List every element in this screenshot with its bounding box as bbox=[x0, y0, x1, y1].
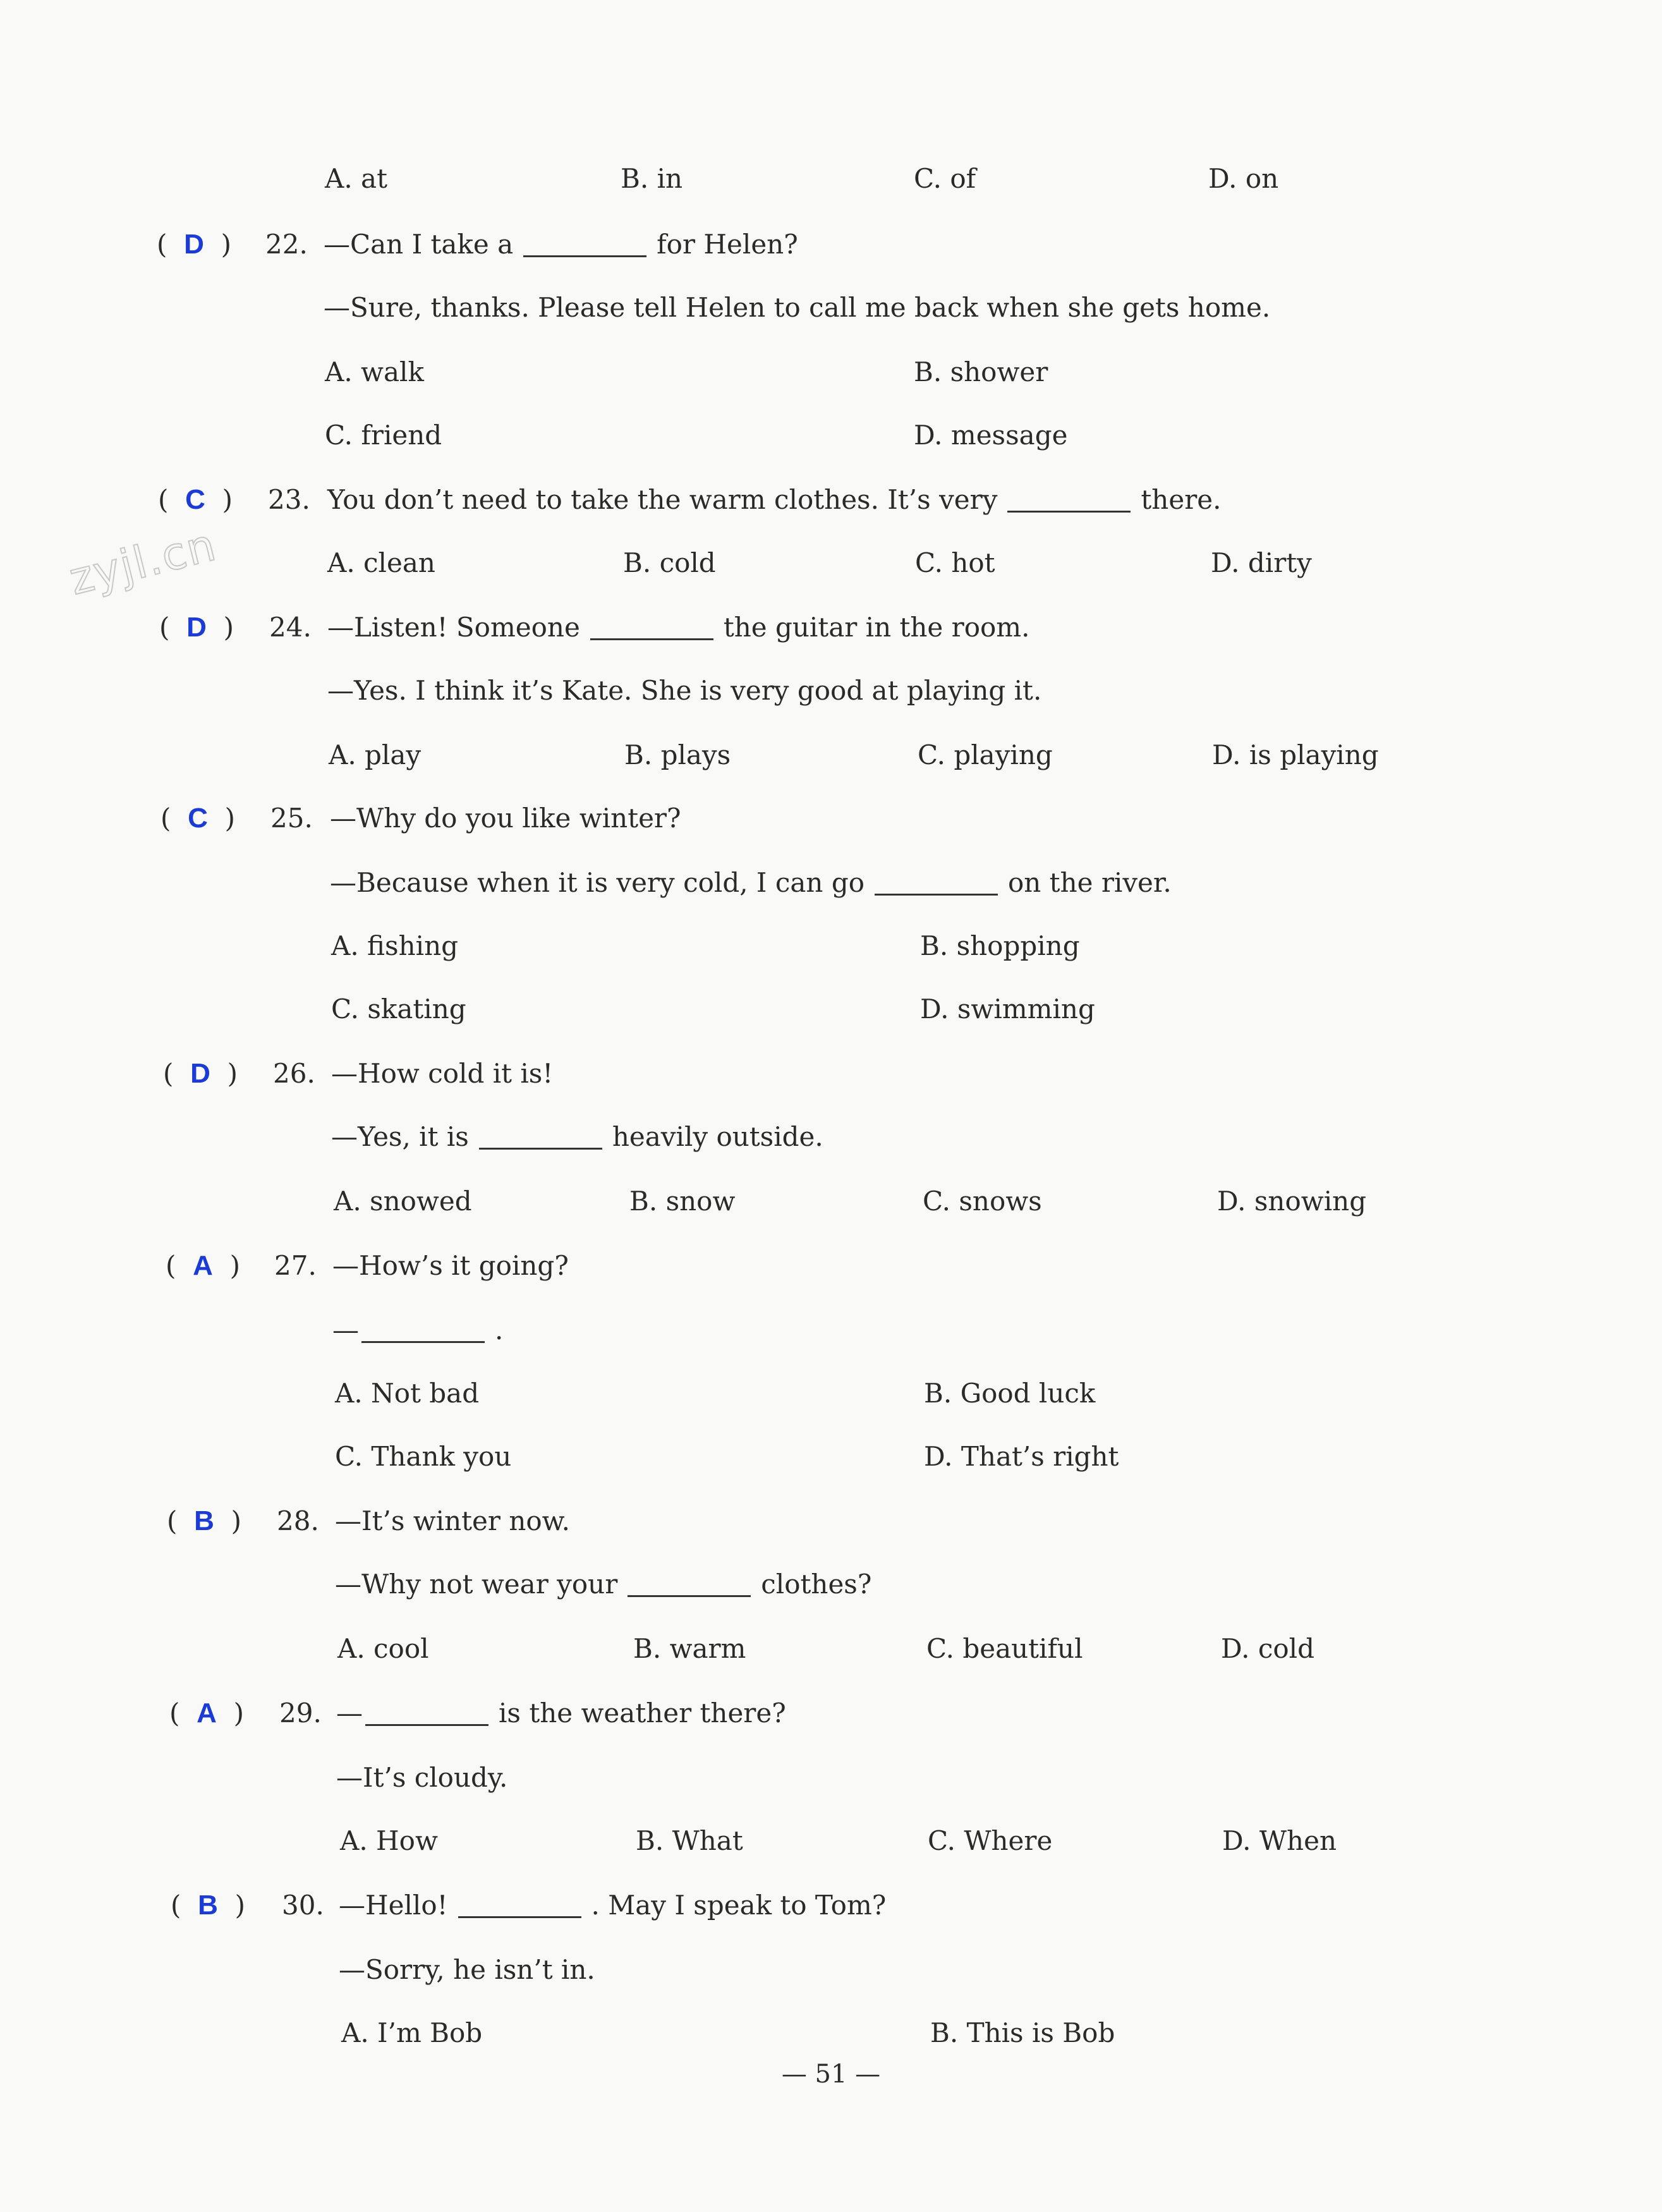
option-c: C. friend bbox=[325, 420, 442, 451]
question-26-reply bbox=[0, 1115, 1662, 1159]
answer-blank bbox=[590, 611, 713, 640]
question-28-stem bbox=[0, 1499, 1662, 1543]
stem-text: —It’s winter now. bbox=[335, 1505, 570, 1536]
question-24-options bbox=[0, 733, 1662, 777]
answer-letter: C bbox=[185, 484, 205, 515]
option-c: C. of bbox=[914, 163, 976, 194]
option-b: B. plays bbox=[624, 739, 731, 770]
option-d: D. is playing bbox=[1212, 739, 1379, 770]
question-27-options-1 bbox=[0, 1371, 1662, 1416]
answer-blank bbox=[365, 1696, 488, 1726]
option-a: A. at bbox=[325, 163, 387, 194]
option-b: B. shower bbox=[914, 356, 1048, 387]
reply-text-after: clothes? bbox=[761, 1569, 872, 1600]
answer-blank bbox=[523, 228, 646, 257]
option-d: D. message bbox=[914, 420, 1068, 451]
stem-text: —How cold it is! bbox=[331, 1058, 554, 1089]
option-b: B. snow bbox=[629, 1186, 736, 1217]
option-c: C. snows bbox=[923, 1186, 1042, 1217]
question-29-reply bbox=[0, 1756, 1662, 1800]
answer-letter: D bbox=[184, 229, 204, 260]
answer-bracket: ( B ) bbox=[171, 1890, 245, 1921]
reply-text-after: heavily outside. bbox=[612, 1121, 823, 1152]
answer-letter: C bbox=[188, 803, 208, 834]
answer-letter: B bbox=[194, 1505, 214, 1536]
option-a: A. clean bbox=[327, 547, 435, 578]
question-30-options bbox=[0, 2011, 1662, 2055]
option-c: C. Where bbox=[928, 1825, 1053, 1856]
answer-bracket: ( C ) bbox=[158, 484, 233, 515]
reply-text: —Because when it is very cold, I can go bbox=[330, 867, 864, 898]
question-number: 28. bbox=[277, 1505, 319, 1536]
reply-text: —Sorry, he isn’t in. bbox=[339, 1954, 595, 1985]
question-24-stem bbox=[0, 605, 1662, 650]
option-c: C. Thank you bbox=[335, 1441, 512, 1472]
option-a: A. snowed bbox=[334, 1186, 472, 1217]
stem-text: —Why do you like winter? bbox=[330, 803, 681, 834]
stem-text: —How’s it going? bbox=[332, 1250, 569, 1281]
option-a: A. cool bbox=[337, 1633, 429, 1664]
question-24-reply bbox=[0, 669, 1662, 713]
reply-dash: — bbox=[332, 1315, 359, 1346]
option-c: C. hot bbox=[915, 547, 995, 578]
option-d: D. cold bbox=[1221, 1633, 1315, 1664]
option-a: A. fishing bbox=[331, 930, 459, 961]
answer-blank bbox=[875, 866, 998, 896]
question-number: 24. bbox=[269, 612, 312, 643]
question-number: 26. bbox=[273, 1058, 315, 1089]
option-a: A. play bbox=[329, 739, 422, 770]
answer-bracket: ( B ) bbox=[167, 1505, 241, 1536]
option-c: C. beautiful bbox=[926, 1633, 1083, 1664]
option-a: A. Not bad bbox=[335, 1378, 480, 1409]
question-30-stem bbox=[0, 1883, 1662, 1928]
answer-blank bbox=[1007, 483, 1131, 513]
option-d: D. That’s right bbox=[924, 1441, 1119, 1472]
reply-text: —It’s cloudy. bbox=[336, 1762, 508, 1793]
reply-text: —Why not wear your bbox=[335, 1569, 618, 1600]
reply-period: . bbox=[495, 1315, 504, 1346]
question-22-options-2 bbox=[0, 413, 1662, 458]
option-b: B. in bbox=[621, 163, 683, 194]
stem-text-after: . May I speak to Tom? bbox=[591, 1890, 887, 1921]
answer-letter: D bbox=[186, 612, 207, 643]
question-23-options bbox=[0, 541, 1662, 585]
answer-blank bbox=[479, 1120, 602, 1150]
answer-bracket: ( A ) bbox=[169, 1698, 244, 1729]
stem-text-after: for Helen? bbox=[657, 229, 798, 260]
option-d: D. on bbox=[1208, 163, 1279, 194]
question-27-options-2 bbox=[0, 1435, 1662, 1479]
stem-text: —Can I take a bbox=[324, 229, 514, 260]
answer-blank bbox=[361, 1313, 485, 1343]
answer-blank bbox=[458, 1888, 581, 1918]
answer-letter: B bbox=[198, 1890, 218, 1921]
reply-text: —Yes, it is bbox=[331, 1121, 469, 1152]
option-b: B. What bbox=[636, 1825, 743, 1856]
option-b: B. warm bbox=[633, 1633, 746, 1664]
answer-blank bbox=[628, 1567, 751, 1597]
question-26-options bbox=[0, 1179, 1662, 1224]
answer-bracket: ( D ) bbox=[157, 229, 231, 260]
reply-text: —Yes. I think it’s Kate. She is very good at playing it. bbox=[327, 675, 1042, 706]
question-25-stem bbox=[0, 796, 1662, 841]
stem-dash: — bbox=[336, 1698, 363, 1729]
reply-text: —Sure, thanks. Please tell Helen to call me back when she gets home. bbox=[324, 292, 1271, 323]
prev-options-row bbox=[0, 157, 1662, 201]
question-number: 30. bbox=[282, 1890, 324, 1921]
answer-letter: D bbox=[190, 1058, 210, 1089]
question-28-options bbox=[0, 1627, 1662, 1671]
page-number: — 51 — bbox=[781, 2060, 881, 2089]
stem-text: —Hello! bbox=[339, 1890, 448, 1921]
question-22-options-1 bbox=[0, 350, 1662, 394]
question-29-stem bbox=[0, 1691, 1662, 1735]
question-28-reply bbox=[0, 1562, 1662, 1607]
option-b: B. shopping bbox=[920, 930, 1080, 961]
question-22-stem bbox=[0, 222, 1662, 267]
question-27-reply bbox=[0, 1308, 1662, 1352]
option-d: D. dirty bbox=[1211, 547, 1312, 578]
reply-text-after: on the river. bbox=[1008, 867, 1172, 898]
question-25-reply bbox=[0, 861, 1662, 905]
question-number: 27. bbox=[274, 1250, 317, 1281]
option-a: A. walk bbox=[325, 356, 424, 387]
option-b: B. This is Bob bbox=[930, 2017, 1115, 2048]
stem-text: —Listen! Someone bbox=[327, 612, 580, 643]
answer-bracket: ( D ) bbox=[163, 1058, 238, 1089]
answer-bracket: ( D ) bbox=[159, 612, 234, 643]
question-number: 25. bbox=[270, 803, 313, 834]
stem-text-after: is the weather there? bbox=[499, 1698, 786, 1729]
stem-text: You don’t need to take the warm clothes. It’s very bbox=[327, 484, 998, 515]
question-30-reply bbox=[0, 1948, 1662, 1992]
answer-letter: A bbox=[197, 1698, 217, 1729]
watermark-logo: zyjl.cn bbox=[64, 518, 222, 605]
option-b: B. cold bbox=[623, 547, 716, 578]
option-c: C. skating bbox=[331, 994, 466, 1024]
question-26-stem bbox=[0, 1052, 1662, 1096]
answer-bracket: ( C ) bbox=[161, 803, 235, 834]
option-a: A. How bbox=[340, 1825, 438, 1856]
question-29-options bbox=[0, 1819, 1662, 1863]
answer-letter: A bbox=[193, 1250, 213, 1281]
option-d: D. snowing bbox=[1217, 1186, 1367, 1217]
option-c: C. playing bbox=[918, 739, 1053, 770]
question-number: 23. bbox=[268, 484, 310, 515]
stem-text-after: the guitar in the room. bbox=[723, 612, 1030, 643]
question-number: 22. bbox=[265, 229, 308, 260]
stem-text-after: there. bbox=[1141, 484, 1222, 515]
option-d: D. When bbox=[1222, 1825, 1337, 1856]
option-b: B. Good luck bbox=[924, 1378, 1096, 1409]
question-22-reply bbox=[0, 286, 1662, 330]
question-25-options-1 bbox=[0, 924, 1662, 968]
option-d: D. swimming bbox=[920, 994, 1095, 1024]
answer-bracket: ( A ) bbox=[166, 1250, 240, 1281]
question-27-stem bbox=[0, 1244, 1662, 1288]
question-number: 29. bbox=[279, 1698, 322, 1729]
question-23-stem bbox=[0, 478, 1662, 522]
question-25-options-2 bbox=[0, 987, 1662, 1031]
option-a: A. I’m Bob bbox=[341, 2017, 483, 2048]
